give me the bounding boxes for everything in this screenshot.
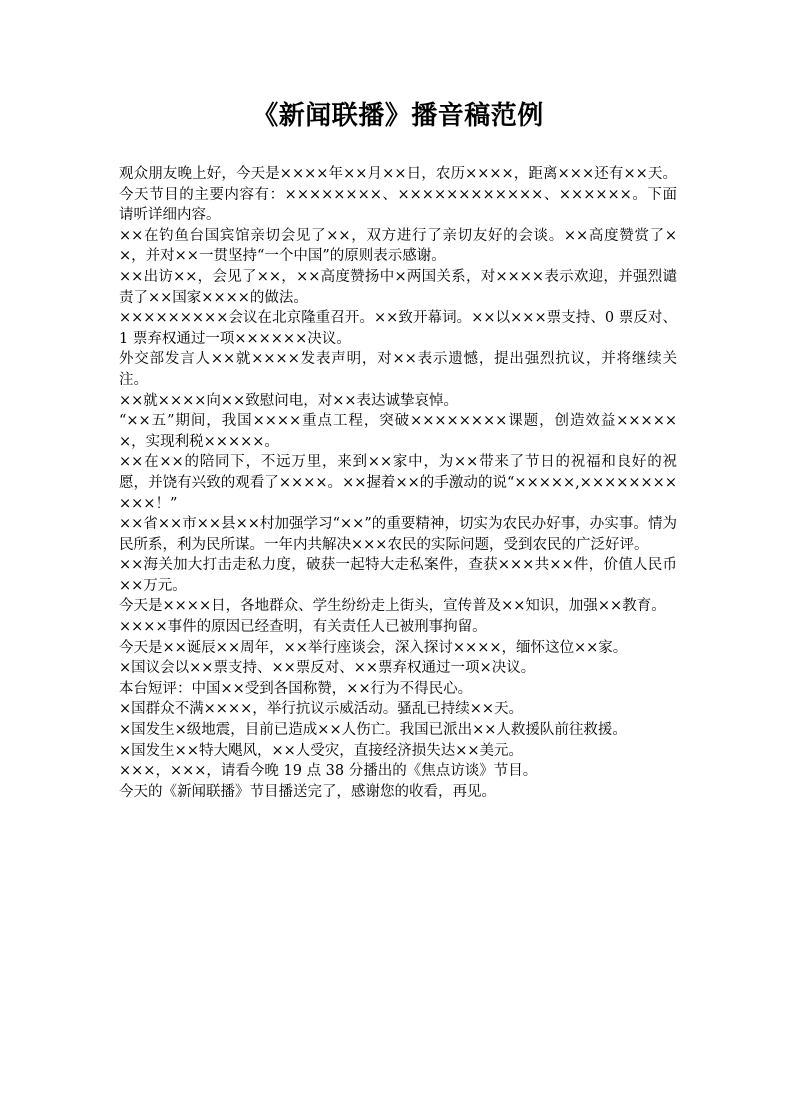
- paragraph-foreign-parliament-vote: ×国议会以××票支持、××票反对、××票弃权通过一项×决议。: [119, 660, 536, 677]
- paragraph-station-commentary: 本台短评：中国××受到各国称赞，××行为不得民心。: [119, 680, 473, 697]
- paragraph-anniversary-symposium: 今天是××诞辰××周年，××举行座谈会，深入探讨××××，缅怀这位××家。: [119, 639, 628, 656]
- paragraph-state-visit: ××出访××，会见了××，××高度赞扬中×两国关系，对××××表示欢迎，并强烈谴责了××国家××××的做法。: [119, 268, 677, 306]
- document-body: [119, 164, 677, 802]
- paragraph-opening: 观众朋友晚上好，今天是××××年××月××日，农历××××，距离×××还有××天。今天节目的主要内容有：××××××××、××××××××××××、××××××。下面请听详细内容。: [119, 166, 677, 224]
- paragraph-festival-visit: ××在××的陪同下，不远万里，来到××家中，为××带来了节日的祝福和良好的祝愿，并饶有兴致的观看了××××。××握着××的手激动的说“×××××,×××××××××××！”: [119, 454, 677, 512]
- paragraph-closing: 今天的《新闻联播》节目播送完了，感谢您的收看，再见。: [119, 783, 496, 800]
- paragraph-condolence: ××就××××向××致慰问电，对××表达诚挚哀悼。: [119, 392, 458, 409]
- paragraph-hurricane: ×国发生××特大飓风，××人受灾，直接经济损失达××美元。: [119, 742, 524, 759]
- paragraph-foreign-protest: ×国群众不满××××，举行抗议示威活动。骚乱已持续××天。: [119, 701, 524, 718]
- paragraph-village-study: ××省××市××县××村加强学习“××”的重要精神，切实为农民办好事，办实事。情为民所系，利为民所谋。一年内共解决×××农民的实际问题，受到农民的广泛好评。: [119, 516, 677, 553]
- document-title: 《新闻联播》播音稿范例: [252, 101, 544, 131]
- paragraph-meeting-guesthouse: ××在钓鱼台国宾馆亲切会见了××，双方进行了亲切友好的会谈。××高度赞赏了××，并对××一贯坚持“一个中国”的原则表示感谢。: [119, 227, 677, 265]
- paragraph-street-campaign: 今天是××××日，各地群众、学生纷纷走上街头，宣传普及××知识，加强××教育。: [119, 598, 666, 615]
- paragraph-beijing-conference: ×××××××××会议在北京隆重召开。××致开幕词。××以×××票支持、0 票反对、1 票弃权通过一项××××××决议。: [119, 310, 677, 347]
- paragraph-five-year-plan: “××五”期间，我国××××重点工程，突破××××××××课题，创造效益××××××，实现利税×××××。: [119, 413, 677, 450]
- paragraph-program-preview: ×××，×××，请看今晚 19 点 38 分播出的《焦点访谈》节目。: [119, 763, 538, 780]
- paragraph-incident-investigated: ××××事件的原因已经查明，有关责任人已被刑事拘留。: [119, 619, 487, 636]
- paragraph-foreign-ministry: 外交部发言人××就××××发表声明，对××表示遗憾，提出强烈抗议，并将继续关注。: [119, 351, 677, 388]
- paragraph-earthquake: ×国发生×级地震，目前已造成××人伤亡。我国已派出××人救援队前往救援。: [119, 722, 627, 739]
- paragraph-customs-smuggling: ××海关加大打击走私力度，破获一起特大走私案件，查获×××共××件，价值人民币××万元。: [119, 557, 677, 594]
